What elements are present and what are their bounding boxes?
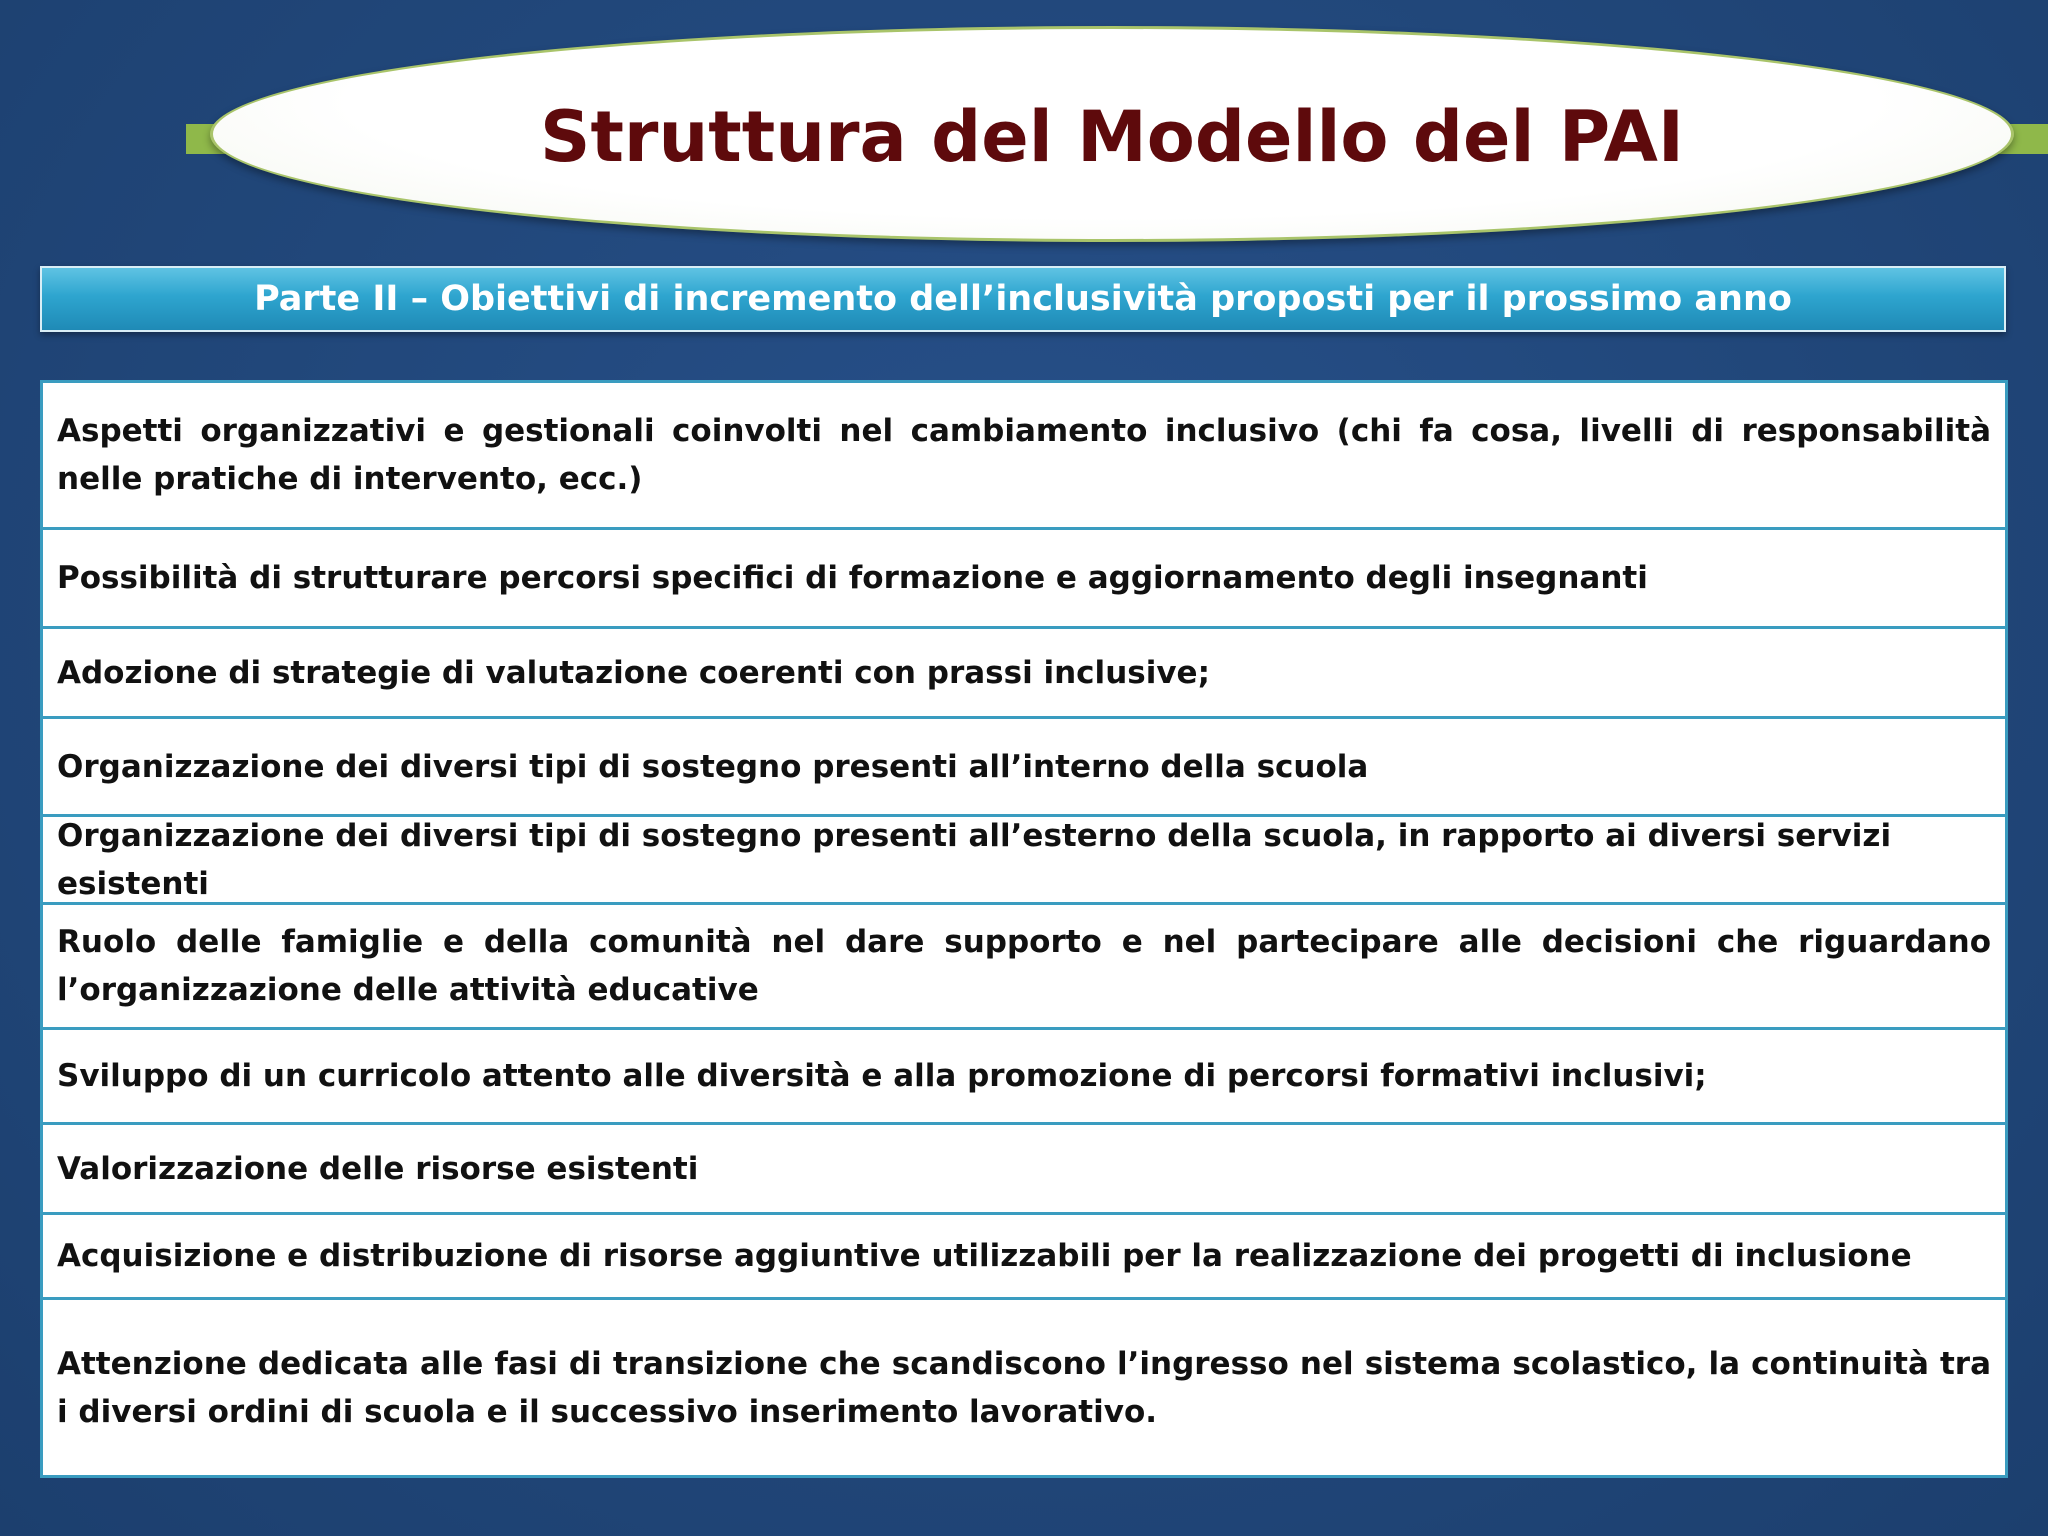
subtitle-banner	[40, 266, 2006, 332]
table-row	[43, 817, 2005, 905]
row-text: Attenzione dedicata alle fasi di transizione che scandiscono l’ingresso nel sistema scolastico, la continuità tra i diversi ordini di scuola e il successivo inserimento lavorativo.	[57, 1345, 1991, 1430]
table-row	[43, 1215, 2005, 1300]
title-oval	[210, 26, 2014, 242]
table-row	[43, 383, 2005, 530]
row-text: Aspetti organizzativi e gestionali coinvolti nel cambiamento inclusivo (chi fa cosa, livelli di responsabilità nelle pratiche di intervento, ecc.)	[57, 413, 1991, 497]
table-row	[43, 1030, 2005, 1125]
table-row	[43, 629, 2005, 719]
table-row	[43, 1300, 2005, 1475]
table-row	[43, 530, 2005, 629]
table-row	[43, 1125, 2005, 1215]
row-text: Organizzazione dei diversi tipi di sostegno presenti all’esterno della scuola, in rapporto ai diversi servizi esistenti	[57, 817, 1892, 902]
table-row	[43, 719, 2005, 817]
table-row	[43, 905, 2005, 1030]
row-text: Acquisizione e distribuzione di risorse aggiuntive utilizzabili per la realizzazione dei progetti di inclusione	[57, 1238, 1912, 1274]
row-text: Valorizzazione delle risorse esistenti	[57, 1150, 699, 1187]
row-text: Possibilità di strutturare percorsi specifici di formazione e aggiornamento degli insegnanti	[57, 560, 1648, 596]
objectives-table	[40, 380, 2008, 1478]
row-text: Adozione di strategie di valutazione coerenti con prassi inclusive;	[57, 654, 1210, 691]
row-text: Ruolo delle famiglie e della comunità nel dare supporto e nel partecipare alle decisioni che riguardano l’organizzazione delle attività educative	[57, 924, 1991, 1008]
subtitle-text: Parte II – Obiettivi di incremento dell’inclusività proposti per il prossimo anno	[254, 279, 1792, 319]
slide-title: Struttura del Modello del PAI	[540, 96, 1684, 178]
row-text: Organizzazione dei diversi tipi di sostegno presenti all’interno della scuola	[57, 748, 1369, 785]
row-text: Sviluppo di un curricolo attento alle diversità e alla promozione di percorsi formativi inclusivi;	[57, 1058, 1707, 1094]
